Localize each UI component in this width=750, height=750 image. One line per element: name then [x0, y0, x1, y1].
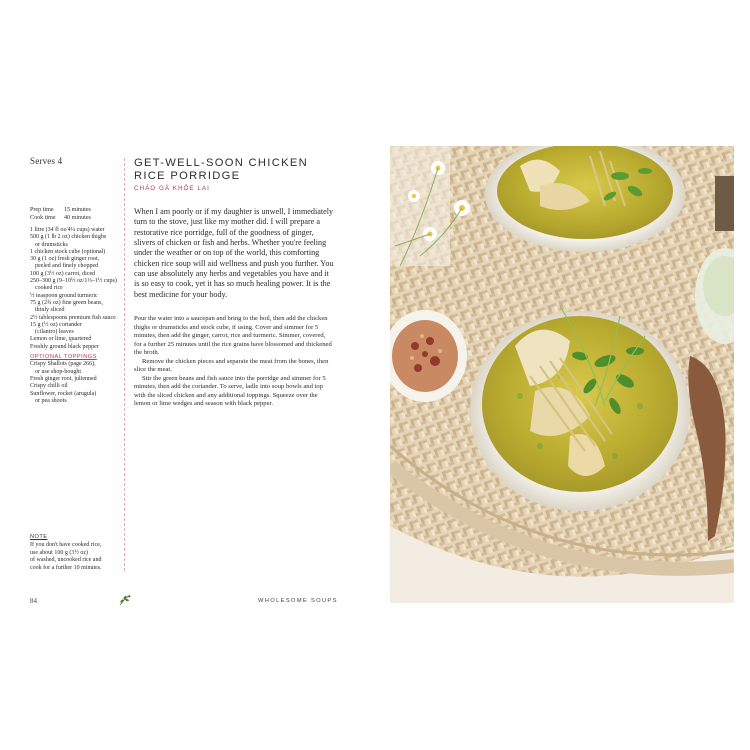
ingredient-line: 250–300 g (9–10½ oz/1⅓–1½ cups)	[30, 278, 117, 285]
note-line: of washed, uncooked rice and	[30, 557, 102, 564]
recipe-introduction: When I am poorly or if my daughter is unwell, I immediately turn to the stove, just like my mother did. I will prepare a restorative rice porridge, full of the goodness of ginger, slivers of chicken or fish and herbs. Whether you're feeling under the weather or on top of the world, this comforting chicken rice soup will aid wellness and push you further. You can use absolutely any herbs and vegetables you have and it is so easy to cook, yet it has so much healing power. It is the best medicine for your body.	[134, 207, 334, 299]
note-line: use about 100 g (3½ oz)	[30, 549, 88, 556]
porridge-photo-illustration	[390, 146, 734, 603]
ingredient-line: 30 g (1 oz) fresh ginger root,	[30, 256, 100, 263]
cook-time-value: 40 minutes	[64, 214, 91, 221]
ingredient-line: Freshly ground black pepper	[30, 343, 99, 350]
prep-time-row	[30, 207, 124, 215]
topping-line: Sunflower, rocket (arugula)	[30, 390, 97, 397]
ingredient-line: 100 g (3½ oz) carrot, diced	[30, 270, 96, 277]
page-number: 84	[30, 597, 37, 605]
note-heading: NOTE	[30, 534, 48, 540]
topping-line: or use shop-bought	[35, 368, 81, 375]
recipe-title-line: GET-WELL-SOON CHICKEN	[134, 157, 308, 169]
note-block	[30, 534, 122, 572]
method-paragraph: Remove the chicken pieces and separate the meat from the bones, then slice the meat.	[134, 357, 329, 374]
topping-line: Crispy chilli oil	[30, 383, 68, 390]
ingredient-line: or drumsticks	[35, 241, 68, 248]
serves-label: Serves 4	[30, 156, 63, 166]
method-paragraph: Pour the water into a saucepan and bring to the boil, then add the chicken thighs or drumsticks and stock cube, if using. Cover and simmer for 5 minutes, then add the ginger, carrot, rice and turmeric. Simmer, covered, for a further 25 minutes until the rice grains have blossomed and thickened the broth.	[134, 315, 332, 357]
ingredient-line: 500 g (1 lb 2 oz) chicken thighs	[30, 234, 107, 241]
cook-time-label: Cook time	[30, 214, 56, 221]
ingredient-line: Lemon or lime, quartered	[30, 336, 92, 343]
recipe-vietnamese-name: CHÁO GÀ KHỎE LẠI	[134, 185, 210, 192]
section-running-footer: WHOLESOME SOUPS	[258, 598, 338, 604]
recipe-title-line: RICE PORRIDGE	[134, 169, 241, 182]
recipe-method	[134, 315, 334, 409]
ingredient-line: 2½ tablespoons premium fish sauce	[30, 314, 116, 321]
note-line: If you don't have cooked rice,	[30, 542, 102, 549]
prep-time-value: 15 minutes	[64, 207, 91, 213]
ingredient-line: 75 g (2¾ oz) fine green beans,	[30, 299, 103, 306]
ingredient-line: 1 chicken stock cube (optional)	[30, 248, 106, 255]
ingredient-line: peeled and finely chopped	[35, 263, 99, 270]
ingredient-line: 15 g (½ oz) coriander	[30, 321, 82, 328]
topping-line: Fresh ginger root, julienned	[30, 375, 97, 382]
ingredient-line: cooked rice	[35, 285, 63, 292]
ingredient-line: thinly sliced	[35, 307, 65, 314]
time-table	[30, 207, 124, 222]
ingredient-list	[30, 227, 122, 405]
herb-sprig-icon	[118, 594, 132, 606]
porridge-photo	[390, 146, 734, 603]
cook-time-row	[30, 215, 124, 223]
topping-line: or pea shoots	[35, 397, 67, 404]
recipe-title	[134, 157, 334, 182]
topping-line: Crispy Shallots (page 266),	[30, 361, 96, 368]
prep-time-label: Prep time	[30, 207, 54, 213]
note-line: cook for a further 10 minutes.	[30, 564, 102, 571]
ingredient-line: ½ teaspoon ground turmeric	[30, 292, 98, 299]
ingredient-line: (cilantro) leaves	[35, 329, 74, 336]
optional-toppings-heading: OPTIONAL TOPPINGS	[30, 354, 97, 361]
column-divider	[124, 158, 125, 571]
method-paragraph: Stir the green beans and fish sauce into the porridge and simmer for 5 minutes, then add the coriander. To serve, ladle into soup bowls and top with the sliced chicken and any additional toppings. Squeeze over the lemon or lime wedges and season with black pepper.	[134, 374, 326, 408]
ingredient-line: 1 litre (34 fl oz/4¼ cups) water	[30, 227, 105, 233]
